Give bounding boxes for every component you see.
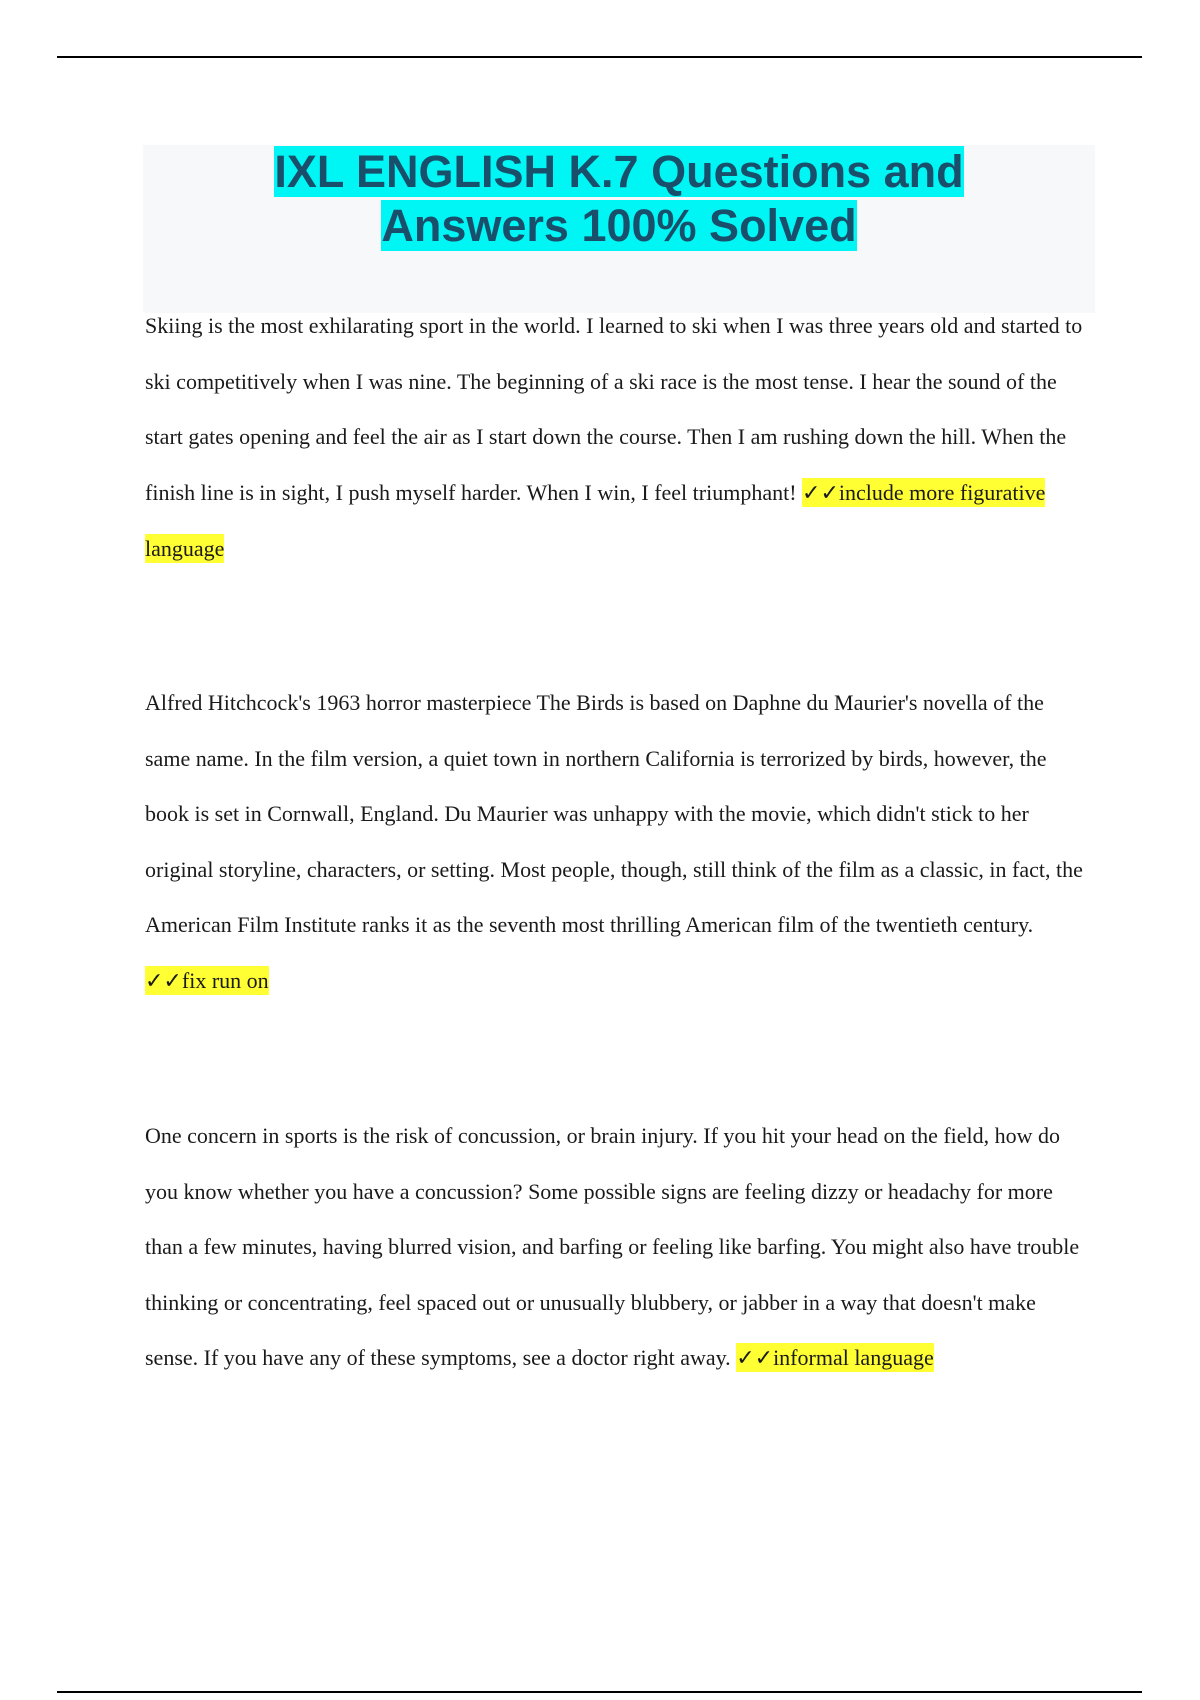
check-mark-icon: ✓✓ xyxy=(736,1346,774,1371)
question-2-answer-highlight xyxy=(145,966,269,995)
question-3-passage: One concern in sports is the risk of concussion, or brain injury. If you hit your head on the field, how do you know whether you have a concussion? Some possible signs are feeling dizzy or headachy for more than a few minutes, having blurred vision, and barfing or feeling like barfing. You might also have trouble thinking or concentrating, feel spaced out or unusually blubbery, or jabber in a way that doesn't make sense. If you have any of these symptoms, see a doctor right away. xyxy=(145,1123,1080,1370)
title-banner xyxy=(143,145,1095,313)
question-3-answer-highlight xyxy=(736,1343,934,1372)
title-line-2: Answers 100% Solved xyxy=(381,200,857,251)
question-1-passage: Skiing is the most exhilarating sport in the world. I learned to ski when I was three years old and started to ski competitively when I was nine. The beginning of a ski race is the most tense. I hear the sound of the start gates opening and feel the air as I start down the course. Then I am rushing down the hill. When the finish line is in sight, I push myself harder. When I win, I feel triumphant! xyxy=(145,313,1083,505)
question-2-passage: Alfred Hitchcock's 1963 horror masterpiece The Birds is based on Daphne du Maurier's novella of the same name. In the film version, a quiet town in northern California is terrorized by birds, however, the book is set in Cornwall, England. Du Maurier was unhappy with the movie, which didn't stick to her original storyline, characters, or setting. Most people, though, still think of the film as a classic, in fact, the American Film Institute ranks it as the seventh most thrilling American film of the twentieth century. xyxy=(145,690,1083,937)
title-line-1: IXL ENGLISH K.7 Questions and xyxy=(274,146,964,197)
top-divider xyxy=(57,56,1142,58)
question-1-answer: include more figurative language xyxy=(145,479,1046,561)
check-mark-icon: ✓✓ xyxy=(802,480,839,506)
bottom-divider xyxy=(57,1691,1142,1693)
question-3 xyxy=(145,1108,1090,1387)
check-mark-icon: ✓✓ xyxy=(145,968,182,994)
question-3-answer: informal language xyxy=(773,1345,934,1370)
question-2 xyxy=(145,675,1090,1009)
question-1 xyxy=(145,298,1090,577)
document-title xyxy=(143,145,1095,253)
question-2-answer: fix run on xyxy=(181,967,269,993)
